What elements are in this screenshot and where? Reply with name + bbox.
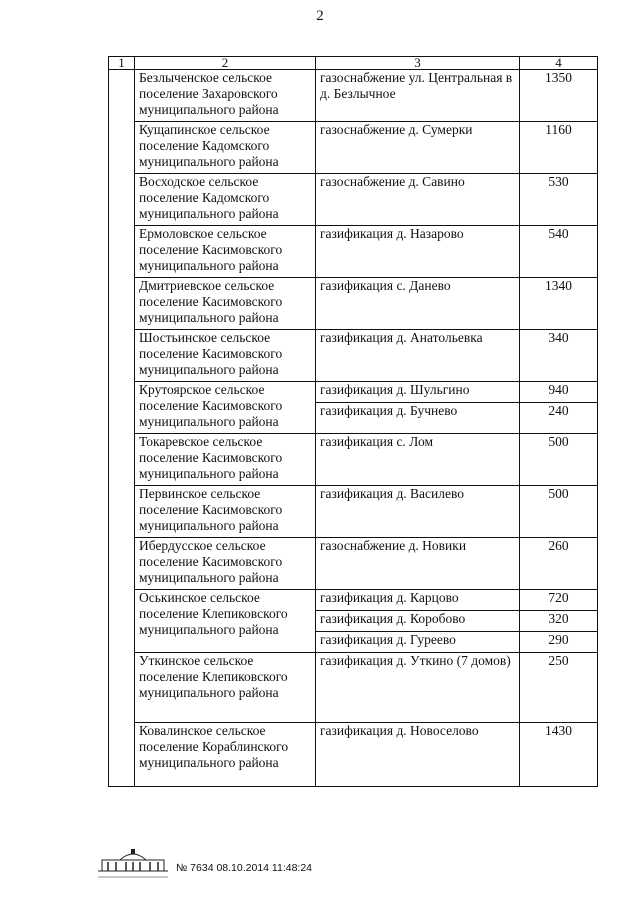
work-description-cell: газификация д. Уткино (7 домов): [316, 653, 520, 723]
amount-cell: 260: [520, 538, 598, 590]
column-header: 4: [520, 57, 598, 70]
amount-cell: 240: [520, 403, 598, 434]
settlement-name-cell: Дмитриевское сельское поселение Касимовского муниципального района: [135, 278, 316, 330]
work-description-cell: газификация д. Новоселово: [316, 723, 520, 787]
settlement-name-cell: Ермоловское сельское поселение Касимовского муниципального района: [135, 226, 316, 278]
work-description-cell: газификация с. Данево: [316, 278, 520, 330]
settlement-name-cell: Ибердусское сельское поселение Касимовского муниципального района: [135, 538, 316, 590]
work-description-cell: газификация д. Коробово: [316, 611, 520, 632]
work-description-cell: газификация д. Гуреево: [316, 632, 520, 653]
amount-cell: 1160: [520, 122, 598, 174]
column-header: 1: [109, 57, 135, 70]
table-row: [109, 434, 598, 486]
amount-cell: 340: [520, 330, 598, 382]
registration-stamp: № 7634 08.10.2014 11:48:24: [176, 862, 313, 874]
work-description-cell: газификация д. Василево: [316, 486, 520, 538]
amount-cell: 720: [520, 590, 598, 611]
amount-cell: 540: [520, 226, 598, 278]
work-description-cell: газоснабжение д. Савино: [316, 174, 520, 226]
table-header-row: [109, 57, 598, 70]
settlement-name-cell: Первинское сельское поселение Касимовского муниципального района: [135, 486, 316, 538]
amount-cell: 530: [520, 174, 598, 226]
settlement-name-cell: Крутоярское сельское поселение Касимовского муниципального района: [135, 382, 316, 434]
amount-cell: 1340: [520, 278, 598, 330]
amount-cell: 320: [520, 611, 598, 632]
amount-cell: 940: [520, 382, 598, 403]
document-footer: [96, 848, 356, 878]
column-header: 3: [316, 57, 520, 70]
settlement-name-cell: Безлыченское сельское поселение Захаровского муниципального района: [135, 70, 316, 122]
table-row: [109, 723, 598, 787]
table-row: [109, 70, 598, 122]
table-row: [109, 590, 598, 611]
gasification-table: [108, 56, 598, 787]
amount-cell: 500: [520, 486, 598, 538]
work-description-cell: газоснабжение д. Сумерки: [316, 122, 520, 174]
settlement-name-cell: Кущапинское сельское поселение Кадомского муниципального района: [135, 122, 316, 174]
table-row: [109, 330, 598, 382]
work-description-cell: газификация д. Бучнево: [316, 403, 520, 434]
amount-cell: 1430: [520, 723, 598, 787]
page-number: 2: [316, 8, 324, 24]
work-description-cell: газификация д. Шульгино: [316, 382, 520, 403]
amount-cell: 500: [520, 434, 598, 486]
table-row: [109, 122, 598, 174]
table-row: [109, 174, 598, 226]
work-description-cell: газоснабжение д. Новики: [316, 538, 520, 590]
table-row: [109, 653, 598, 723]
column-header: 2: [135, 57, 316, 70]
table-row: [109, 486, 598, 538]
settlement-name-cell: Токаревское сельское поселение Касимовского муниципального района: [135, 434, 316, 486]
amount-cell: 250: [520, 653, 598, 723]
amount-cell: 290: [520, 632, 598, 653]
work-description-cell: газификация д. Карцово: [316, 590, 520, 611]
row-number-cell: [109, 70, 135, 787]
work-description-cell: газоснабжение ул. Центральная в д. Безлычное: [316, 70, 520, 122]
work-description-cell: газификация с. Лом: [316, 434, 520, 486]
table-row: [109, 382, 598, 403]
settlement-name-cell: Оськинское сельское поселение Клепиковского муниципального района: [135, 590, 316, 653]
work-description-cell: газификация д. Анатольевка: [316, 330, 520, 382]
table-row: [109, 538, 598, 590]
settlement-name-cell: Уткинское сельское поселение Клепиковского муниципального района: [135, 653, 316, 723]
amount-cell: 1350: [520, 70, 598, 122]
work-description-cell: газификация д. Назарово: [316, 226, 520, 278]
table-row: [109, 226, 598, 278]
government-building-logo: [96, 848, 172, 878]
settlement-name-cell: Шостьинское сельское поселение Касимовского муниципального района: [135, 330, 316, 382]
settlement-name-cell: Восходское сельское поселение Кадомского муниципального района: [135, 174, 316, 226]
settlement-name-cell: Ковалинское сельское поселение Кораблинского муниципального района: [135, 723, 316, 787]
table-row: [109, 278, 598, 330]
